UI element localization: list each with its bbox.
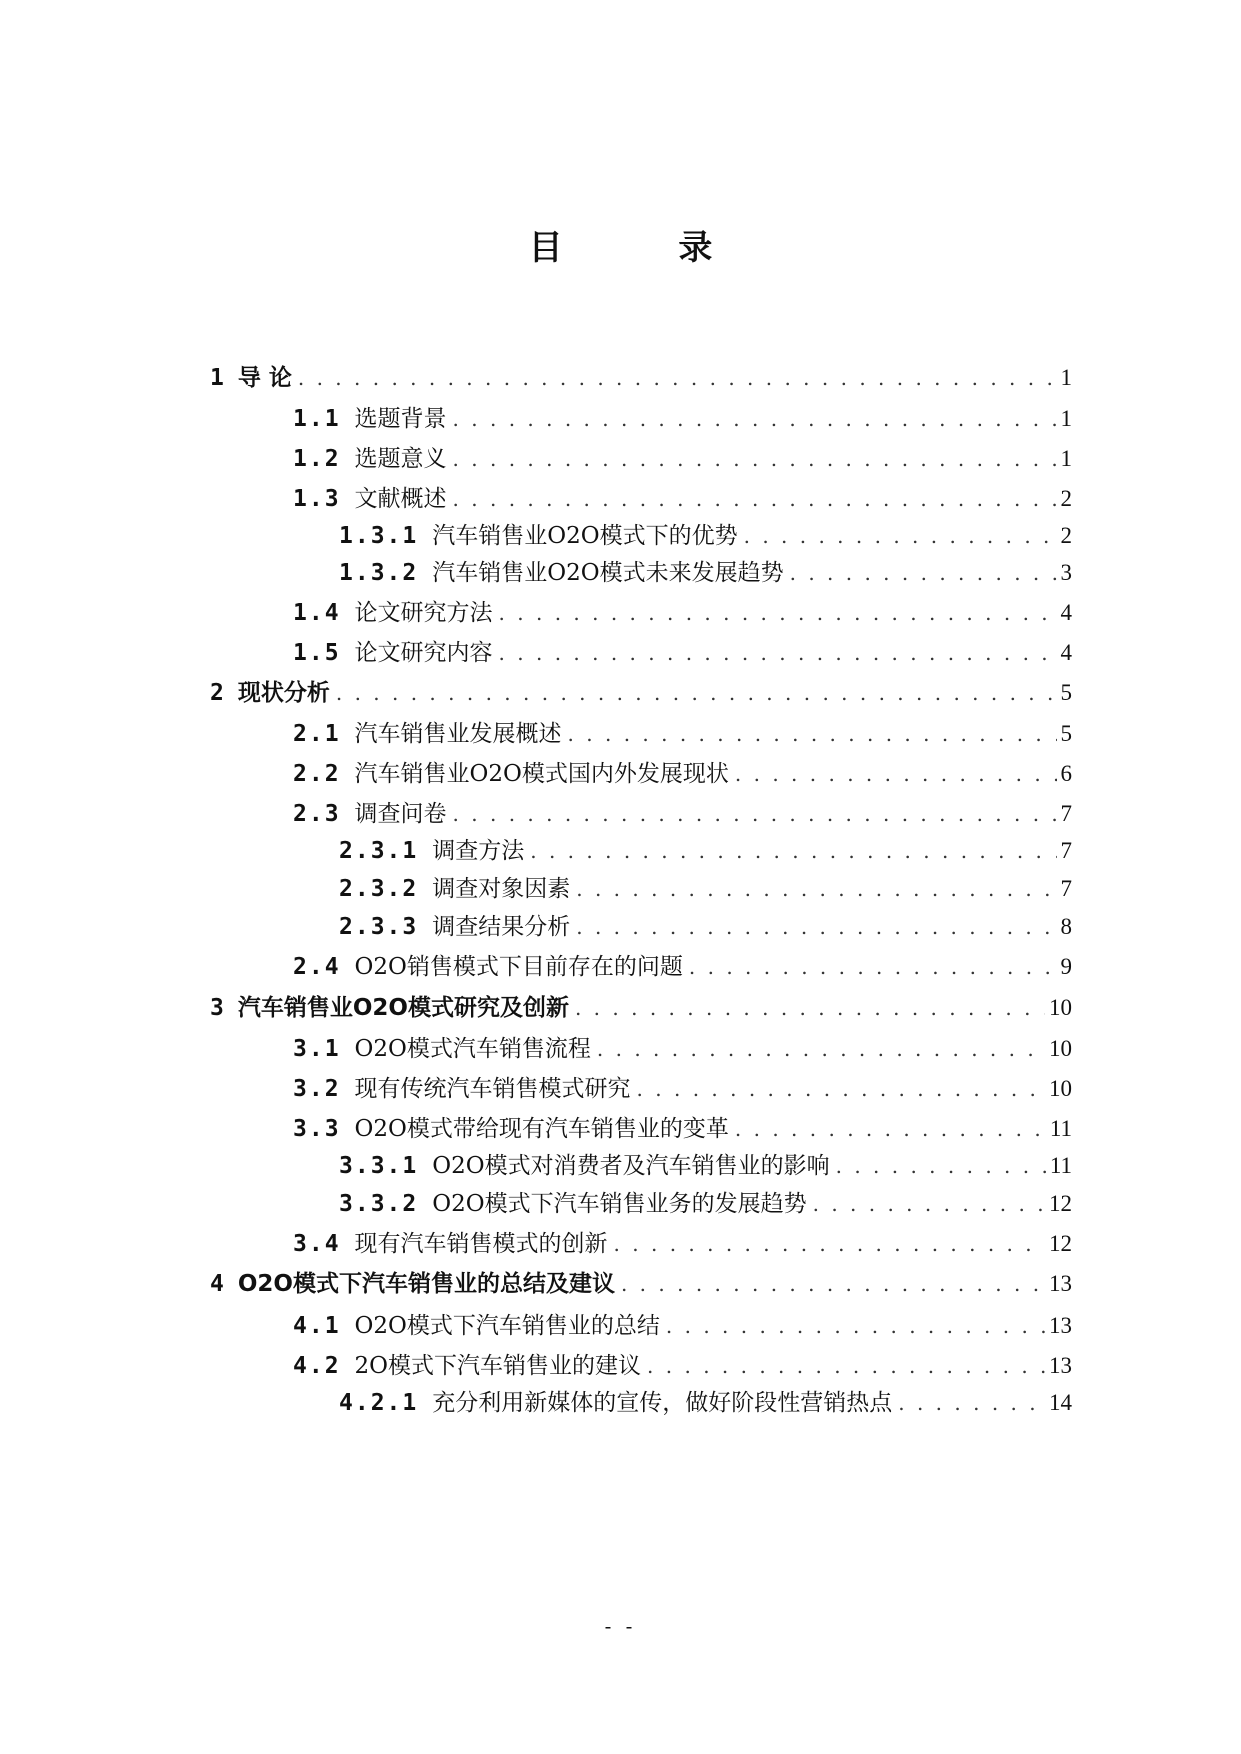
toc-entry-number: 2.3	[293, 801, 341, 827]
toc-entry-page: 6	[1060, 761, 1072, 786]
toc-entry-title: O2O模式汽车销售流程	[354, 1036, 591, 1062]
toc-entry[interactable]	[293, 719, 1072, 749]
toc-entry-title: 现状分析	[237, 680, 330, 706]
toc-entry-page: 13	[1049, 1353, 1072, 1378]
toc-dot-leader	[499, 598, 1057, 628]
toc-entry[interactable]	[293, 1229, 1072, 1259]
toc-entry[interactable]	[293, 1034, 1072, 1064]
toc-entry-page: 5	[1060, 721, 1072, 746]
toc-entry-page: 2	[1060, 523, 1072, 548]
toc-entry-page: 3	[1060, 560, 1072, 585]
toc-entry-page: 10	[1049, 995, 1072, 1020]
toc-entry-title: O2O模式下汽车销售业的总结	[354, 1313, 660, 1339]
toc-entry-page: 10	[1049, 1076, 1072, 1101]
toc-entry[interactable]	[293, 799, 1072, 829]
toc-dot-leader	[621, 1269, 1045, 1299]
toc-entry-number: 4	[210, 1271, 226, 1297]
toc-dot-leader	[453, 444, 1057, 474]
toc-entry-title: 调查方法	[432, 838, 525, 864]
toc-dot-leader	[499, 638, 1057, 668]
toc-dot-leader	[813, 1189, 1045, 1219]
toc-entry-number: 3.1	[293, 1036, 341, 1062]
toc-dot-leader	[336, 678, 1057, 708]
toc-entry-page: 1	[1060, 406, 1072, 431]
toc-dot-leader	[689, 952, 1057, 982]
toc-dot-leader	[576, 874, 1056, 904]
toc-dot-leader	[647, 1351, 1045, 1381]
toc-entry-page: 13	[1049, 1313, 1072, 1338]
toc-entry[interactable]	[293, 759, 1072, 789]
toc-entry-page: 1	[1060, 446, 1072, 471]
toc-entry[interactable]	[293, 1351, 1072, 1381]
toc-entry-number: 2.3.2	[339, 876, 419, 902]
toc-entry[interactable]	[210, 1269, 1072, 1299]
toc-dot-leader	[453, 799, 1057, 829]
toc-entry-page: 7	[1060, 876, 1072, 901]
toc-dot-leader	[568, 719, 1057, 749]
toc-entry-title: O2O销售模式下目前存在的问题	[354, 954, 683, 980]
toc-entry-title: 调查结果分析	[432, 914, 571, 940]
toc-dot-leader	[298, 363, 1057, 393]
toc-dot-leader	[744, 521, 1057, 551]
toc-entry-title: 现有汽车销售模式的创新	[354, 1231, 608, 1257]
toc-entry[interactable]	[210, 363, 1072, 393]
toc-dot-leader	[453, 404, 1057, 434]
toc-entry-number: 4.2	[293, 1353, 341, 1379]
toc-entry-page: 11	[1049, 1153, 1072, 1178]
toc-dot-leader	[614, 1229, 1045, 1259]
toc-entry-page: 13	[1049, 1271, 1072, 1296]
toc-entry-number: 4.1	[293, 1313, 341, 1339]
toc-entry-page: 5	[1060, 680, 1072, 705]
toc-dot-leader	[453, 484, 1057, 514]
toc-entry-page: 7	[1060, 838, 1072, 863]
toc-entry-page: 9	[1060, 954, 1072, 979]
toc-dot-leader	[836, 1151, 1046, 1181]
toc-entry-number: 3.3.2	[339, 1191, 419, 1217]
toc-entry-title: 论文研究方法	[354, 600, 493, 626]
toc-entry-page: 14	[1049, 1390, 1072, 1415]
toc-dot-leader	[666, 1311, 1045, 1341]
toc-entry-number: 3	[210, 995, 226, 1021]
toc-entry-number: 3.4	[293, 1231, 341, 1257]
toc-entry-title: O2O模式对消费者及汽车销售业的影响	[432, 1153, 830, 1179]
toc-entry[interactable]	[293, 444, 1072, 474]
toc-entry-number: 3.3.1	[339, 1153, 419, 1179]
toc-dot-leader	[576, 912, 1056, 942]
toc-entry-number: 2.3.3	[339, 914, 419, 940]
toc-entry-title: 汽车销售业O2O模式研究及创新	[237, 995, 569, 1021]
toc-entry-title: O2O模式下汽车销售业务的发展趋势	[432, 1191, 807, 1217]
toc-entry-number: 4.2.1	[339, 1390, 419, 1416]
toc-entry[interactable]	[293, 1311, 1072, 1341]
toc-entry[interactable]	[339, 521, 1072, 551]
toc-entry-title: O2O模式下汽车销售业的总结及建议	[237, 1271, 615, 1297]
toc-entry-number: 1.1	[293, 406, 341, 432]
toc-entry-page: 4	[1060, 600, 1072, 625]
toc-entry-title: 汽车销售业O2O模式国内外发展现状	[354, 761, 729, 787]
toc-entry-title: 汽车销售业O2O模式未来发展趋势	[432, 560, 784, 586]
toc-entry-title: 充分利用新媒体的宣传，做好阶段性营销热点	[432, 1390, 893, 1416]
toc-entry-title: 论文研究内容	[354, 640, 493, 666]
toc-entry-title: 文献概述	[354, 486, 447, 512]
toc-entry-page: 8	[1060, 914, 1072, 939]
toc-entry[interactable]	[293, 404, 1072, 434]
toc-entry[interactable]	[339, 1388, 1072, 1418]
toc-dot-leader	[597, 1034, 1045, 1064]
toc-dot-leader	[735, 1114, 1046, 1144]
toc-entry[interactable]	[293, 484, 1072, 514]
toc-entry[interactable]	[339, 558, 1072, 588]
toc-entry-page: 1	[1060, 365, 1072, 390]
toc-entry-number: 2.1	[293, 721, 341, 747]
toc-entry[interactable]	[339, 1189, 1072, 1219]
toc-entry-number: 1.3.2	[339, 560, 419, 586]
toc-entry-title: 选题背景	[354, 406, 447, 432]
toc-entry-page: 12	[1049, 1231, 1072, 1256]
toc-entry-number: 1.5	[293, 640, 341, 666]
toc-entry[interactable]	[293, 1074, 1072, 1104]
toc-entry-title: 调查对象因素	[432, 876, 571, 902]
toc-entry-page: 4	[1060, 640, 1072, 665]
toc-entry-page: 10	[1049, 1036, 1072, 1061]
toc-entry[interactable]	[210, 993, 1072, 1023]
toc-entry-number: 1	[210, 365, 226, 391]
toc-entry[interactable]	[293, 598, 1072, 628]
toc-entry[interactable]	[293, 638, 1072, 668]
toc-entry[interactable]	[339, 912, 1072, 942]
toc-entry-page: 2	[1060, 486, 1072, 511]
toc-entry-title: 导 论	[237, 365, 292, 391]
page-title: 目 录	[528, 228, 765, 268]
toc-entry-number: 1.4	[293, 600, 341, 626]
toc-entry-title: O2O模式带给现有汽车销售业的变革	[354, 1116, 729, 1142]
toc-dot-leader	[898, 1388, 1045, 1418]
toc-entry-page: 12	[1049, 1191, 1072, 1216]
toc-entry[interactable]	[293, 952, 1072, 982]
toc-entry-number: 3.2	[293, 1076, 341, 1102]
toc-entry-number: 2.2	[293, 761, 341, 787]
toc-entry-title: 现有传统汽车销售模式研究	[354, 1076, 631, 1102]
toc-entry[interactable]	[210, 678, 1072, 708]
toc-entry-number: 2.4	[293, 954, 341, 980]
toc-entry-number: 3.3	[293, 1116, 341, 1142]
page-footer: - -	[604, 1614, 637, 1638]
toc-dot-leader	[637, 1074, 1045, 1104]
toc-entry-page: 7	[1060, 801, 1072, 826]
toc-entry-title: 2O模式下汽车销售业的建议	[354, 1353, 642, 1379]
toc-entry-number: 2	[210, 680, 226, 706]
toc-dot-leader	[530, 836, 1056, 866]
toc-entry-number: 1.2	[293, 446, 341, 472]
toc-entry-title: 调查问卷	[354, 801, 447, 827]
toc-entry-title: 汽车销售业发展概述	[354, 721, 562, 747]
toc-entry-title: 汽车销售业O2O模式下的优势	[432, 523, 738, 549]
toc-entry[interactable]	[339, 874, 1072, 904]
toc-dot-leader	[735, 759, 1057, 789]
toc-entry-number: 1.3	[293, 486, 341, 512]
toc-entry[interactable]	[339, 1151, 1072, 1181]
toc-dot-leader	[575, 993, 1045, 1023]
toc-entry[interactable]	[339, 836, 1072, 866]
toc-entry-page: 11	[1049, 1116, 1072, 1141]
toc-entry-number: 1.3.1	[339, 523, 419, 549]
toc-entry-title: 选题意义	[354, 446, 447, 472]
toc-entry-number: 2.3.1	[339, 838, 419, 864]
toc-entry[interactable]	[293, 1114, 1072, 1144]
toc-dot-leader	[790, 558, 1057, 588]
